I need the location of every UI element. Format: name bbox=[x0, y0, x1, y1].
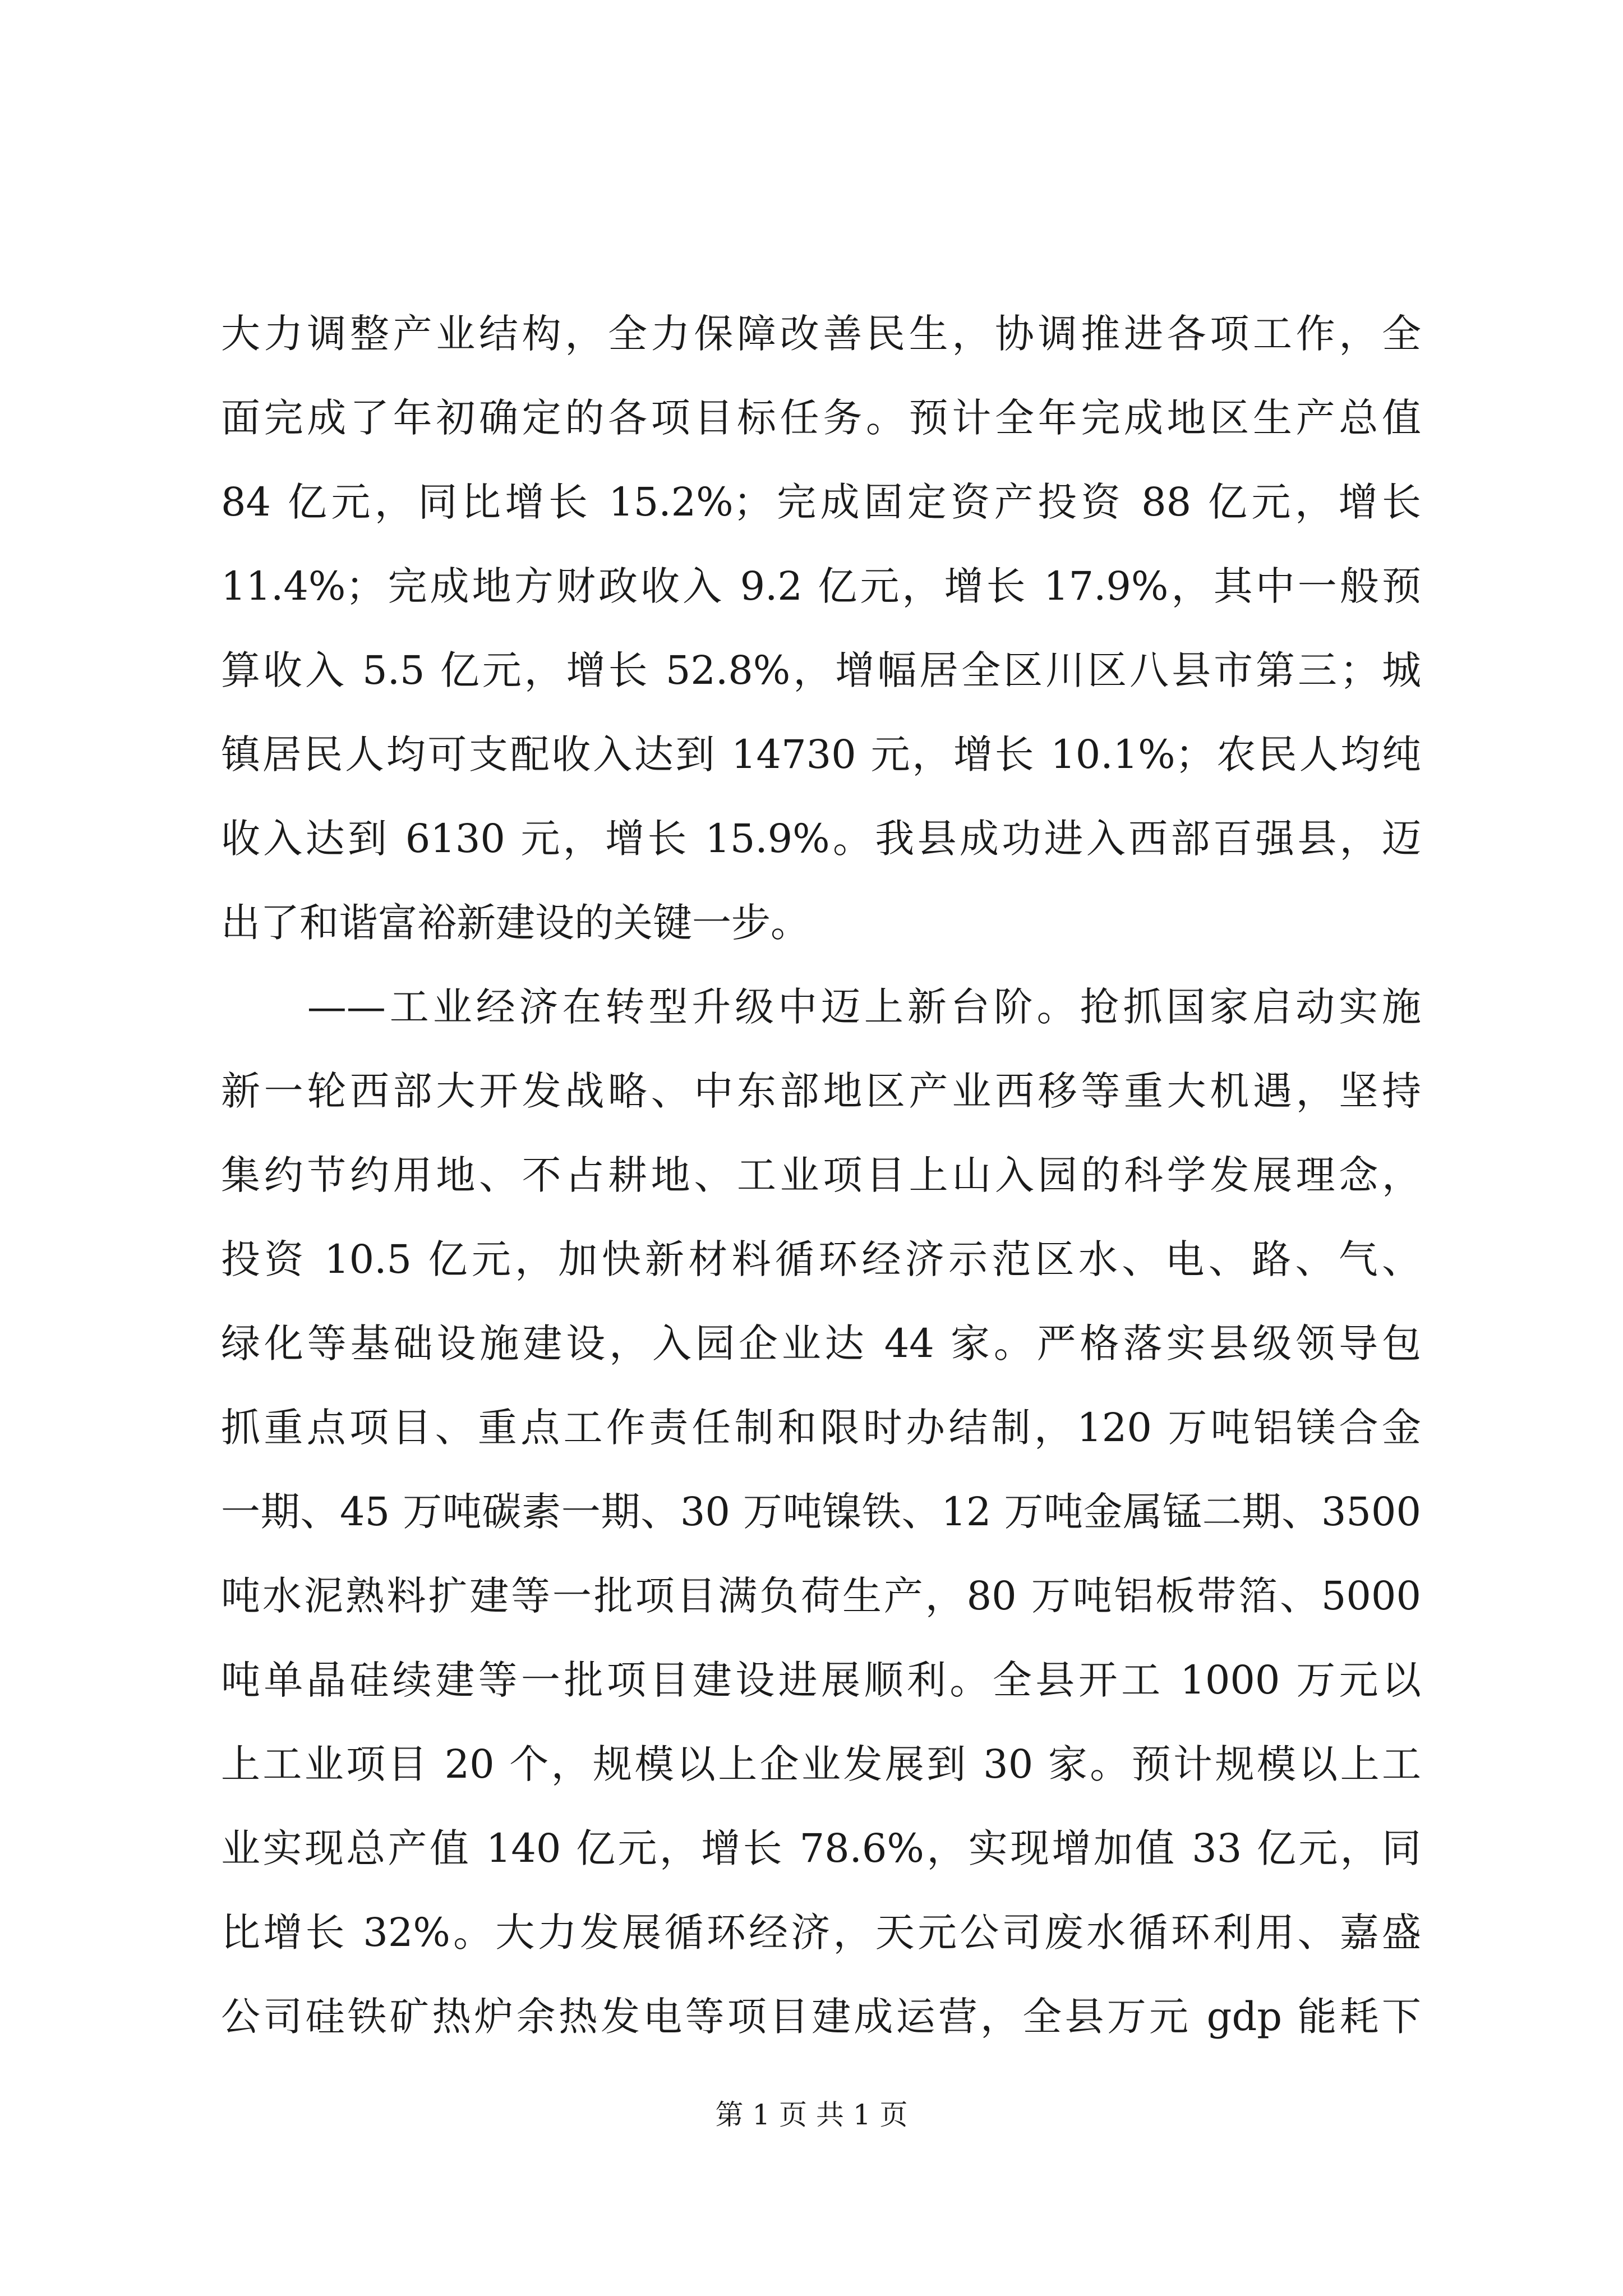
text-line: 一期、45 万吨碳素一期、30 万吨镍铁、12 万吨金属锰二期、3500 bbox=[221, 1489, 1421, 1535]
text-line: 绿化等基础设施建设，入园企业达 44 家。严格落实县级领导包 bbox=[221, 1320, 1421, 1366]
page-footer: 第 1 页 共 1 页 bbox=[715, 2099, 908, 2131]
body-text bbox=[221, 292, 1421, 2059]
text-line: ——工业经济在转型升级中迈上新台阶。抢抓国家启动实施 bbox=[221, 984, 1421, 1030]
text-line: 上工业项目 20 个，规模以上企业发展到 30 家。预计规模以上工 bbox=[221, 1741, 1421, 1787]
text-line: 收入达到 6130 元，增长 15.9%。我县成功进入西部百强县，迈 bbox=[221, 816, 1421, 862]
text-line: 抓重点项目、重点工作责任制和限时办结制，120 万吨铝镁合金 bbox=[221, 1405, 1421, 1451]
text-line: 11.4%；完成地方财政收入 9.2 亿元，增长 17.9%，其中一般预 bbox=[221, 563, 1421, 609]
text-line: 84 亿元，同比增长 15.2%；完成固定资产投资 88 亿元，增长 bbox=[221, 479, 1421, 525]
text-line: 大力调整产业结构，全力保障改善民生，协调推进各项工作，全 bbox=[221, 311, 1421, 357]
text-line: 公司硅铁矿热炉余热发电等项目建成运营，全县万元 gdp 能耗下 bbox=[221, 1994, 1421, 2040]
text-line: 新一轮西部大开发战略、中东部地区产业西移等重大机遇，坚持 bbox=[221, 1068, 1421, 1114]
text-line: 投资 10.5 亿元，加快新材料循环经济示范区水、电、路、气、 bbox=[221, 1236, 1421, 1282]
text-line: 面完成了年初确定的各项目标任务。预计全年完成地区生产总值 bbox=[221, 395, 1421, 441]
text-line: 吨水泥熟料扩建等一批项目满负荷生产，80 万吨铝板带箔、5000 bbox=[221, 1573, 1421, 1619]
text-line: 比增长 32%。大力发展循环经济，天元公司废水循环利用、嘉盛 bbox=[221, 1910, 1421, 1955]
text-line: 集约节约用地、不占耕地、工业项目上山入园的科学发展理念， bbox=[221, 1152, 1421, 1198]
text-line: 吨单晶硅续建等一批项目建设进展顺利。全县开工 1000 万元以 bbox=[221, 1657, 1421, 1703]
text-line: 出了和谐富裕新建设的关键一步。 bbox=[221, 900, 810, 946]
text-line: 镇居民人均可支配收入达到 14730 元，增长 10.1%；农民人均纯 bbox=[221, 731, 1421, 777]
text-line: 业实现总产值 140 亿元，增长 78.6%，实现增加值 33 亿元，同 bbox=[221, 1825, 1421, 1871]
text-line: 算收入 5.5 亿元，增长 52.8%，增幅居全区川区八县市第三；城 bbox=[221, 647, 1421, 693]
